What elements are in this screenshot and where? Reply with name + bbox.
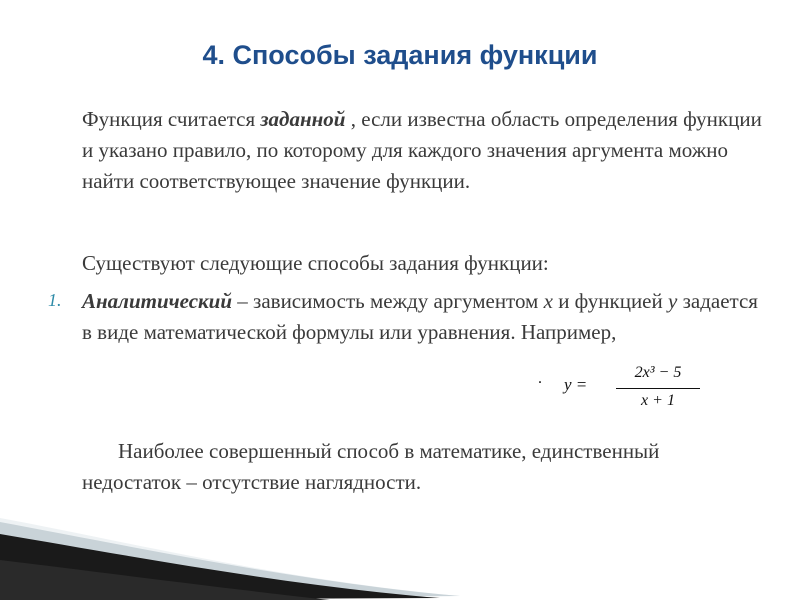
definition-emphasis: заданной [260,107,346,131]
methods-intro-text: Существуют следующие способы задания функции: [82,251,549,275]
methods-intro [82,248,762,279]
variable-y: y [668,289,678,313]
note-text: Наиболее совершенный способ в математике, единственный недостаток – отсутствие наглядности. [82,439,660,494]
formula-dot: . [538,370,542,387]
item-number: 1. [48,290,62,310]
slide-title: 4. Способы задания функции [202,40,598,70]
analytic-text-2: и функцией [552,289,668,313]
formula-lhs: y = [564,375,588,394]
analytic-method-paragraph [82,286,762,348]
note-paragraph [82,436,762,498]
analytic-term: Аналитический [82,289,233,313]
formula-denominator: x + 1 [641,392,675,409]
fraction-bar [616,388,700,389]
formula [538,364,688,414]
analytic-text-3: задается в виде математической формулы или уравнения. Например, [82,289,758,344]
definition-paragraph [82,104,762,197]
decorative-swoosh [0,500,800,600]
definition-text-end: , если известна область определения функции и указано правило, по которому для каждого значения аргумента можно найти соответствующее значение функции. [82,107,762,193]
analytic-text-1: – зависимость между аргументом [232,289,544,313]
variable-x: x [543,289,553,313]
definition-text-start: Функция считается [82,107,261,131]
formula-numerator: 2x³ − 5 [634,364,682,381]
